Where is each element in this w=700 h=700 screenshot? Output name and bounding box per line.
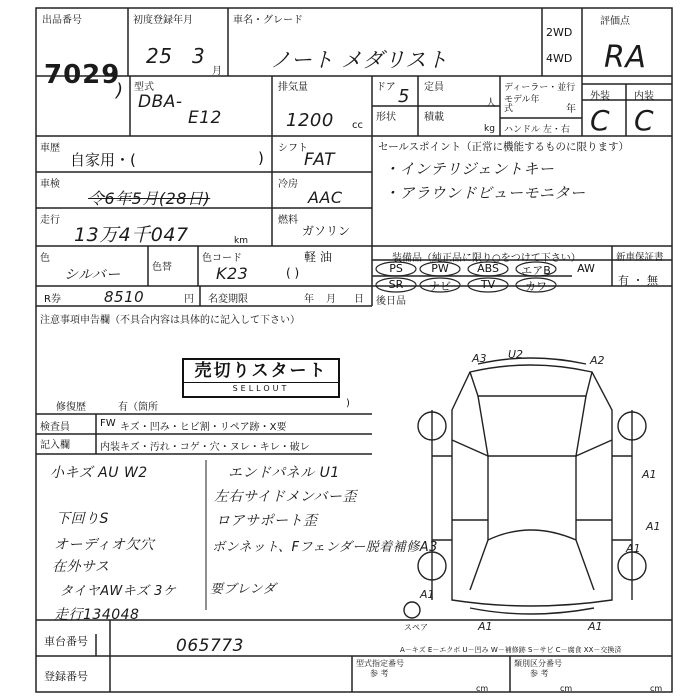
remark-5: タイヤAWキズ 3ケ: [60, 584, 177, 599]
remark-4: 在外サス: [52, 559, 110, 575]
mark-a3-front: A3: [472, 352, 487, 365]
remark-2: 下回りS: [56, 511, 109, 527]
inspection-label: 車検: [40, 179, 60, 190]
remark-3: オーディオ欠穴: [54, 537, 155, 553]
inspector-fw: FW: [100, 418, 116, 429]
dim-2: cm: [560, 684, 573, 693]
repair-label: 修復歴: [56, 402, 86, 413]
mileage-label: 走行: [40, 215, 60, 226]
equip-aw: AW: [577, 262, 595, 275]
color-value: シルバー: [64, 267, 121, 283]
sales-item-2: ・アラウンドビューモニター: [384, 184, 586, 202]
chassis-label: 車台番号: [44, 635, 88, 648]
spare-label: スペア: [404, 623, 428, 632]
color-code-label: 色コード: [202, 253, 242, 264]
mark-a1-side: A1: [626, 542, 641, 555]
model-prefix: DBA-: [138, 92, 183, 112]
equip-navi: ナビ: [429, 280, 451, 293]
name-change-month: 月: [326, 294, 336, 305]
capacity-label: 定員: [424, 82, 444, 93]
shift-value: FAT: [304, 150, 336, 170]
displacement-unit: cc: [352, 120, 363, 131]
chassis-value: 065773: [176, 636, 244, 656]
doors-value: 5: [398, 86, 410, 107]
fuel-light: 軽 油: [304, 250, 332, 264]
displacement-value: 1200: [286, 110, 334, 131]
fuel-label: 燃料: [278, 215, 298, 226]
remark-right-2: 左右サイドメンバー歪: [214, 489, 357, 505]
dim-3: cm: [650, 684, 663, 693]
mark-u2: U2: [508, 348, 524, 361]
displacement-label: 排気量: [278, 82, 308, 93]
rating-label: 評価点: [600, 16, 630, 27]
remark-1: 小キズ AU W2: [50, 465, 148, 481]
recycle-label: R券: [44, 294, 61, 305]
equip-leather: カワ: [525, 280, 547, 293]
inspector-fw-text: キズ・凹み・ヒビ割・リペア跡・X要: [120, 422, 287, 433]
drive-2wd: 2WD: [546, 26, 573, 39]
equip-pw: PW: [431, 262, 449, 275]
mark-a1-rear-left: A1: [478, 620, 493, 633]
sales-label: セールスポイント（正常に機能するものに限ります）: [378, 141, 630, 153]
sellout-stamp-sub: SELLOUT: [184, 382, 338, 394]
mark-a1-rear-right: A1: [588, 620, 603, 633]
shift-label: シフト: [278, 143, 308, 154]
mark-a1-right-lower: A1: [646, 520, 661, 533]
dim-1: cm: [476, 684, 489, 693]
inspection-value: 令6年5月(28日): [88, 189, 211, 208]
mark-a2: A2: [590, 354, 605, 367]
damage-legend: A－キズ E－エクボ U－凹み W－補修跡 S－サビ C－腐食 XX－交換済: [400, 646, 622, 654]
remark-right-5: 要ブレンダ: [210, 582, 277, 597]
model-no-sub: 参 考: [370, 669, 389, 678]
aftermarket-label: 後日品: [376, 296, 406, 307]
exterior-label: 外装: [590, 91, 610, 102]
recycle-value: 8510: [104, 288, 145, 306]
mileage-unit: km: [234, 236, 248, 246]
shape-label: 形状: [376, 112, 396, 123]
interior-label: 内装: [634, 91, 654, 102]
model-year-unit: 年: [566, 104, 576, 115]
remark-right-4: ボンネット、Fフェンダー脱着補修A3: [212, 540, 438, 555]
registration-month-unit: 月: [212, 66, 222, 77]
registration-year: 25: [146, 44, 173, 68]
fuel-gas: ガソリン: [302, 224, 351, 238]
model-no-label: 型式指定番号: [356, 659, 404, 668]
sellout-stamp-main: 売切りスタート: [194, 361, 328, 381]
repair-value: 有（箇所: [118, 402, 158, 413]
color-change-label: 色替: [152, 262, 172, 273]
model-year-label: モデル年式: [504, 95, 540, 114]
exterior-grade: C: [590, 104, 611, 137]
mark-a1-right-upper: A1: [642, 468, 657, 481]
model-label: 型式: [134, 82, 154, 93]
equip-airbag: エアB: [521, 264, 551, 277]
equip-sr: SR: [388, 278, 404, 291]
class-no-label: 類別区分番号: [514, 659, 562, 668]
lot-number: 7029: [44, 60, 121, 90]
inspector-label-1: 検査員: [40, 422, 70, 433]
color-label: 色: [40, 253, 50, 264]
model-code: E12: [188, 108, 222, 128]
name-change-day: 日: [354, 294, 364, 305]
interior-grade: C: [634, 104, 655, 137]
history-value: 自家用・(: [70, 151, 136, 169]
drive-4wd: 4WD: [546, 52, 573, 65]
car-label: 車名・グレード: [233, 15, 303, 26]
color-code: K23: [216, 264, 249, 283]
notes-label: 注意事項申告欄（不具合内容は具体的に記入して下さい）: [40, 315, 300, 326]
class-no-sub: 参 考: [530, 669, 549, 678]
inspector-label-2: 記入欄: [40, 440, 70, 451]
recycle-unit: 円: [184, 294, 194, 305]
remark-6: 走行134048: [54, 607, 140, 623]
load-unit: kg: [484, 124, 495, 134]
handle-label: ハンドル 左・右: [504, 125, 570, 135]
doors-label: ドア: [376, 82, 396, 93]
equipment-label: 装備品（純正品に限り○をつけて下さい）: [392, 253, 581, 264]
history-label: 車歴: [40, 143, 60, 154]
ac-label: 冷房: [278, 179, 298, 190]
name-change-year: 年: [304, 294, 314, 305]
car-name: ノート メダリスト: [270, 48, 449, 72]
remark-right-1: エンドパネル U1: [228, 465, 340, 481]
ac-value: AAC: [308, 188, 343, 207]
dealer-label: ディーラー・並行: [504, 83, 576, 93]
sales-item-1: ・インテリジェントキー: [384, 160, 555, 178]
name-change-label: 名変期限: [208, 294, 248, 305]
mileage-value: 13万4千047: [74, 224, 189, 246]
inspector-interior: 内装: [100, 442, 120, 453]
lot-number-label: 出品番号: [42, 15, 82, 26]
reg-no-label: 登録番号: [44, 670, 88, 683]
lot-mark: ): [116, 80, 124, 101]
history-close: ): [258, 149, 264, 167]
equip-tv: TV: [480, 278, 496, 291]
warranty-value: 有 ・ 無: [618, 274, 658, 287]
equip-ps: PS: [389, 262, 403, 275]
inspector-interior-text: キズ・汚れ・コゲ・穴・ヌレ・キレ・破レ: [120, 442, 310, 453]
warranty-label: 新車保証書: [616, 252, 664, 263]
mark-a1-spare: A1: [420, 588, 435, 601]
rating-value: RA: [604, 40, 647, 75]
registration-label: 初度登録年月: [133, 15, 193, 26]
registration-month: 3: [192, 44, 206, 68]
capacity-unit: 人: [486, 98, 496, 109]
repair-close: ): [346, 398, 350, 409]
sellout-stamp: [182, 358, 340, 398]
load-label: 積載: [424, 112, 444, 123]
equip-abs: ABS: [477, 262, 499, 275]
remark-right-3: ロアサポート歪: [216, 513, 318, 529]
fuel-other: ( ): [286, 266, 300, 280]
